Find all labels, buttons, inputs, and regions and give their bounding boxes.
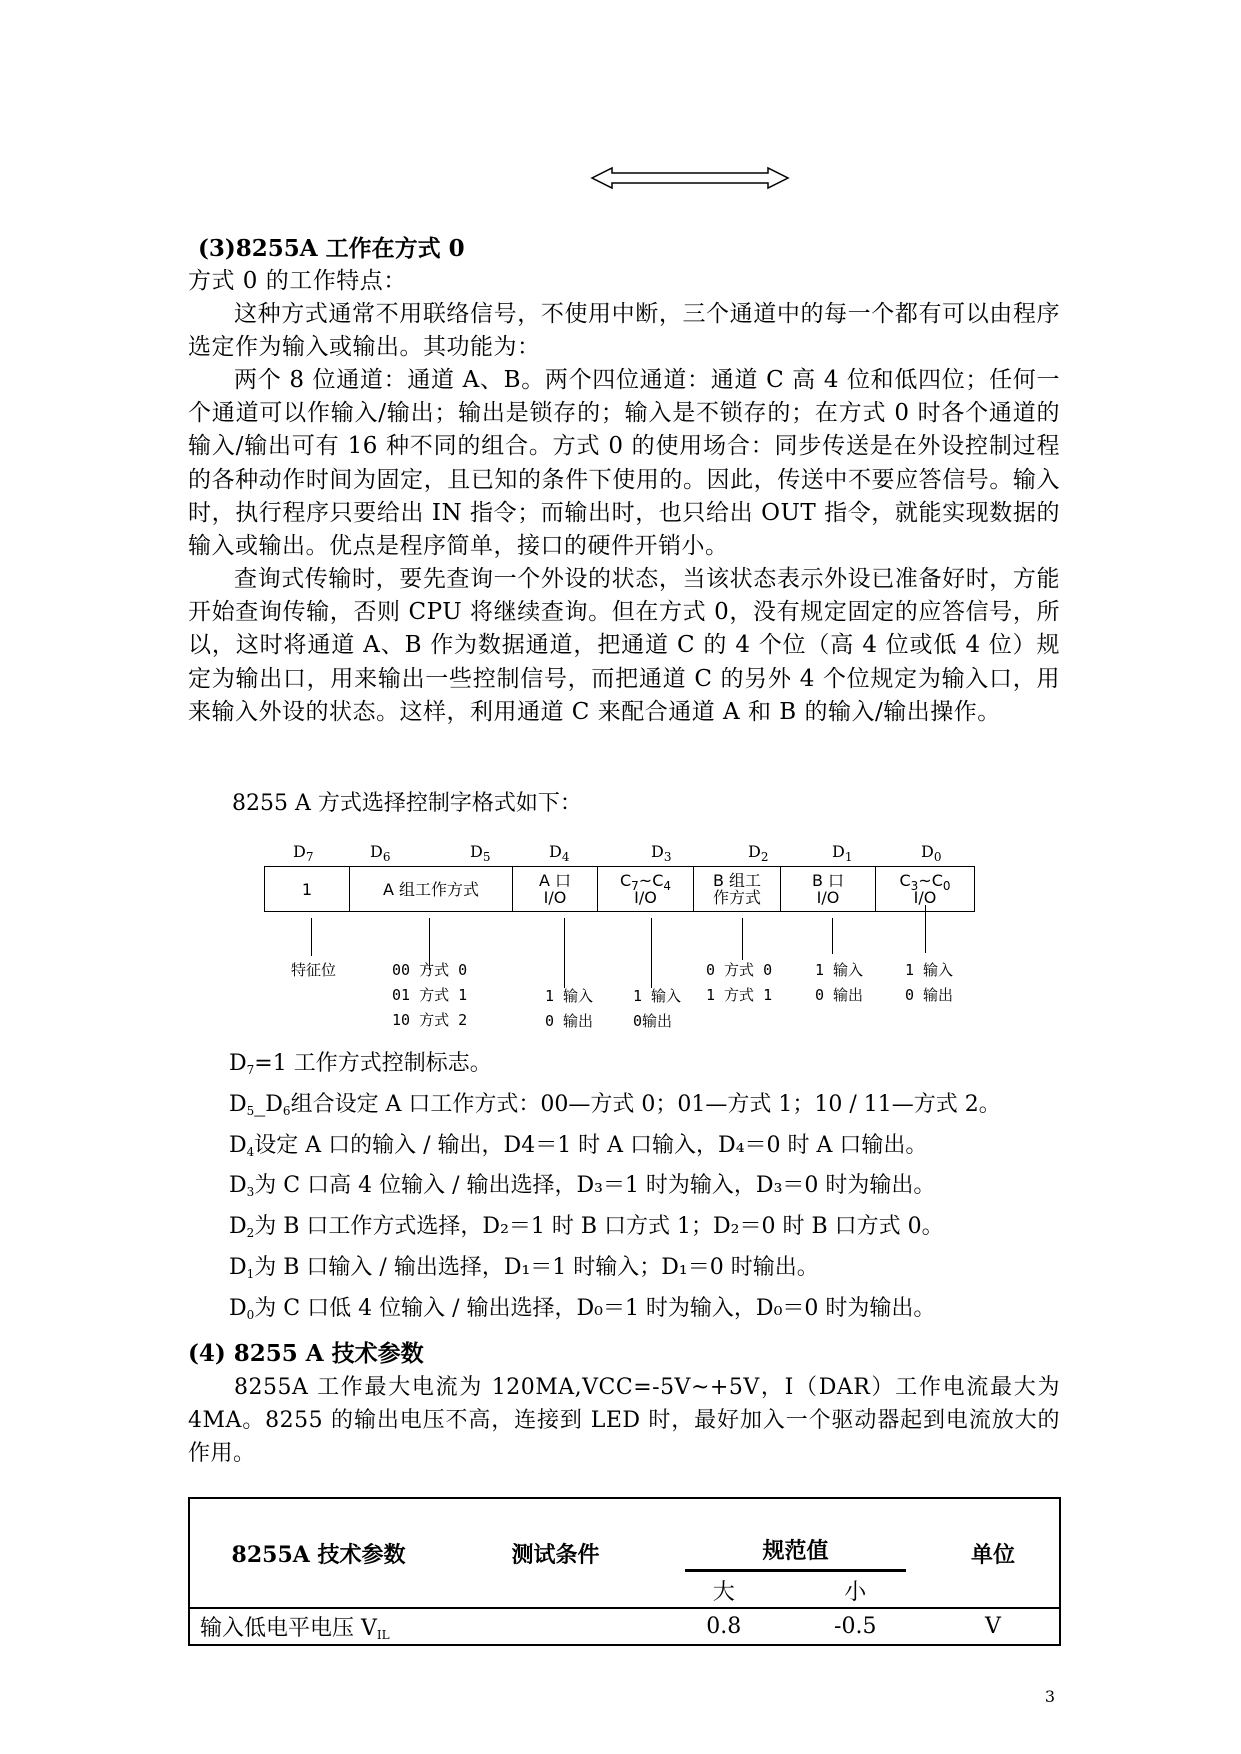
note-port-c-high: 1 输入 0输出 [633, 987, 682, 1030]
cell-port-b-io: B 口 I/O [781, 867, 876, 911]
page-number: 3 [1044, 1687, 1055, 1706]
cell-feature-bit: 1 [265, 867, 350, 911]
definition-d7: $D_7=1$ 工作方式控制标志。 [229, 1051, 492, 1077]
cell-port-a-io: A 口 I/O [513, 867, 598, 911]
diagram-intro: 8255 A 方式选择控制字格式如下： [232, 791, 582, 816]
paragraph-1: 这种方式通常不用联络信号，不使用中断，三个通道中的每一个都有可以由程序选定作为输入或输出。其功能为： [188, 301, 1060, 361]
definition-d2: $D_2$为 B 口工作方式选择，D₂＝1 时 B 口方式 1；D₂＝0 时 B 口方式 0。 [229, 1214, 944, 1240]
section-heading-4: (4) 8255 A 技术参数 [188, 1340, 424, 1367]
definition-d0: $D_0$为 C 口低 4 位输入 / 输出选择，D₀＝1 时为输入，D₀＝0 时为输出。 [229, 1296, 936, 1322]
bit-label-d7: $D_7$ [293, 842, 314, 864]
bit-label-d0: $D_0$ [921, 842, 942, 864]
table-header-condition: 测试条件 [447, 1498, 664, 1608]
connector-line [651, 918, 652, 988]
connector-line [742, 918, 743, 960]
connector-line [832, 918, 833, 954]
cell-port-c-low-io: $C_3\sim C_0$ I/O [899, 871, 951, 907]
bit-label-d1: $D_1$ [832, 842, 853, 864]
bit-label-d6: $D_6$ [370, 842, 391, 864]
section-heading-3: (3)8255A 工作在方式 0 [198, 235, 465, 262]
table-header-max: 大 [664, 1573, 783, 1608]
definition-d5-d6: $D_5\_D_6$组合设定 A 口工作方式：00—方式 0；01—方式 1；10 / 11—方式 2。 [229, 1092, 1001, 1118]
table-row [189, 1608, 1060, 1645]
connector-line [311, 918, 312, 956]
mode0-subtitle: 方式 0 的工作特点： [188, 268, 407, 294]
row-param: 输入低电平电压 $V_{IL}$ [189, 1608, 447, 1645]
section-4-paragraph: 8255A 工作最大电流为 120MA,VCC=-5V~+5V，I（DAR）工作电流最大为 4MA。8255 的输出电压不高，连接到 LED 时，最好加入一个驱动器起到电流放大的作用。 [188, 1375, 1060, 1467]
connector-line [925, 905, 926, 953]
double-arrow-icon [590, 166, 790, 190]
cell-group-a-mode: A 组工作方式 [350, 867, 513, 911]
definition-d4: $D_4$设定 A 口的输入 / 输出，D4＝1 时 A 口输入，D₄＝0 时 A 口输出。 [229, 1133, 928, 1159]
definition-d3: $D_3$为 C 口高 4 位输入 / 输出选择，D₃＝1 时为输入，D₃＝0 时为输出。 [229, 1173, 936, 1199]
control-word-row [264, 866, 975, 912]
row-condition [447, 1608, 664, 1645]
note-port-a: 1 输入 0 输出 [545, 987, 594, 1030]
note-group-b: 0 方式 0 1 方式 1 [706, 961, 773, 1004]
spec-table [188, 1497, 1061, 1646]
connector-line [564, 918, 565, 988]
note-port-b: 1 输入 0 输出 [815, 961, 864, 1004]
note-feature-bit: 特征位 [291, 961, 337, 979]
paragraph-3: 查询式传输时，要先查询一个外设的状态，当该状态表示外设已准备好时，方能开始查询传输，否则 CPU 将继续查询。但在方式 0，没有规定固定的应答信号，所以，这时将通道 A、B 作为数据通道，把通道 C 的 4 个位（高 4 位或低 4 位）规定为输出口，用来输出一些控制信号，而把通道 C 的另外 4 个位规定为输入口，用来输入外设的状态。这样，利用通道 C 来配合通道 A 和 B 的输入/输出操作。 [188, 566, 1060, 725]
row-max: 0.8 [664, 1608, 783, 1645]
row-min: -0.5 [783, 1608, 927, 1645]
note-port-c-low: 1 输入 0 输出 [905, 961, 954, 1004]
paragraph-2: 两个 8 位通道：通道 A、B。两个四位通道：通道 C 高 4 位和低四位；任何一个通道可以作输入/输出；输出是锁存的；输入是不锁存的；在方式 0 时各个通道的输入/输出可有 16 种不同的组合。方式 0 的使用场合：同步传送是在外设控制过程的各种动作时间为固定，且已知的条件下使用的。因此，传送中不要应答信号。输入时，执行程序只要给出 IN 指令；而输出时，也只给出 OUT 指令，就能实现数据的输入或输出。优点是程序简单，接口的硬件开销小。 [188, 367, 1060, 560]
table-header-min: 小 [783, 1573, 927, 1608]
definition-d1: $D_1$为 B 口输入 / 输出选择，D₁＝1 时输入；D₁＝0 时输出。 [229, 1255, 819, 1281]
table-header-unit: 单位 [927, 1498, 1060, 1608]
table-header-spec: 规范值 [664, 1498, 927, 1573]
bit-label-d4: $D_4$ [549, 842, 570, 864]
note-group-a: 00 方式 0 01 方式 1 10 方式 2 [392, 961, 468, 1029]
cell-group-b-mode: B 组工 作方式 [694, 867, 781, 911]
row-unit: V [927, 1608, 1060, 1645]
bit-label-d5: $D_5$ [470, 842, 491, 864]
cell-port-c-high-io: $C_7\sim C_4$ I/O [598, 867, 694, 911]
bit-label-d2: $D_2$ [748, 842, 769, 864]
table-header-param: 8255A 技术参数 [189, 1498, 447, 1608]
bit-label-d3: $D_3$ [651, 842, 672, 864]
